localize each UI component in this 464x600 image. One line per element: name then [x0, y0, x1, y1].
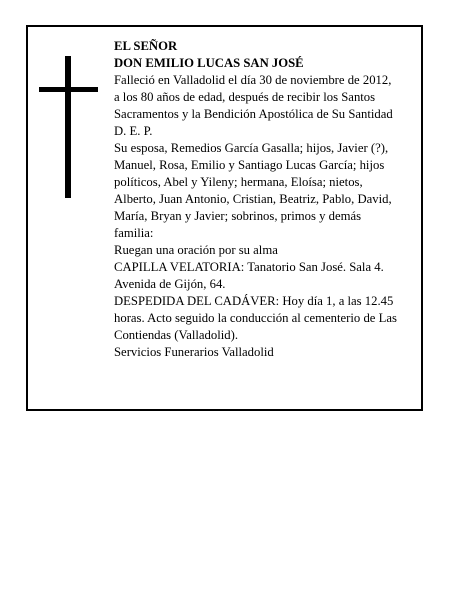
cross-icon	[39, 56, 98, 198]
notice-line: Servicios Funerarios Valladolid	[114, 345, 274, 359]
notice-line: Sacramentos y la Bendición Apostólica de Su Santidad	[114, 107, 393, 121]
notice-line: Avenida de Gijón, 64.	[114, 277, 226, 291]
cross-vertical-bar	[65, 56, 71, 198]
notice-line: Su esposa, Remedios García Gasalla; hijos, Javier (?),	[114, 141, 389, 155]
notice-line: a los 80 años de edad, después de recibir los Santos	[114, 90, 376, 104]
notice-line: Manuel, Rosa, Emilio y Santiago Lucas García; hijos	[114, 158, 385, 172]
notice-title: EL SEÑOR	[114, 39, 178, 53]
notice-line: María, Bryan y Javier; sobrinos, primos y demás	[114, 209, 362, 223]
notice-line: familia:	[114, 226, 154, 240]
notice-line: D. E. P.	[114, 124, 153, 138]
notice-line: Falleció en Valladolid el día 30 de noviembre de 2012,	[114, 73, 392, 87]
notice-line: Alberto, Juan Antonio, Cristian, Beatriz, Pablo, David,	[114, 192, 392, 206]
notice-line: políticos, Abel y Yileny; hermana, Eloísa; nietos,	[114, 175, 363, 189]
notice-text	[114, 38, 424, 361]
notice-line: CAPILLA VELATORIA: Tanatorio San José. Sala 4.	[114, 260, 384, 274]
notice-line: Contiendas (Valladolid).	[114, 328, 239, 342]
notice-line: DESPEDIDA DEL CADÁVER: Hoy día 1, a las 12.45	[114, 294, 394, 308]
obituary-notice	[26, 25, 423, 411]
notice-line: Ruegan una oración por su alma	[114, 243, 278, 257]
notice-line: horas. Acto seguido la conducción al cementerio de Las	[114, 311, 397, 325]
cross-horizontal-bar	[39, 87, 98, 92]
deceased-name: DON EMILIO LUCAS SAN JOSÉ	[114, 56, 304, 70]
